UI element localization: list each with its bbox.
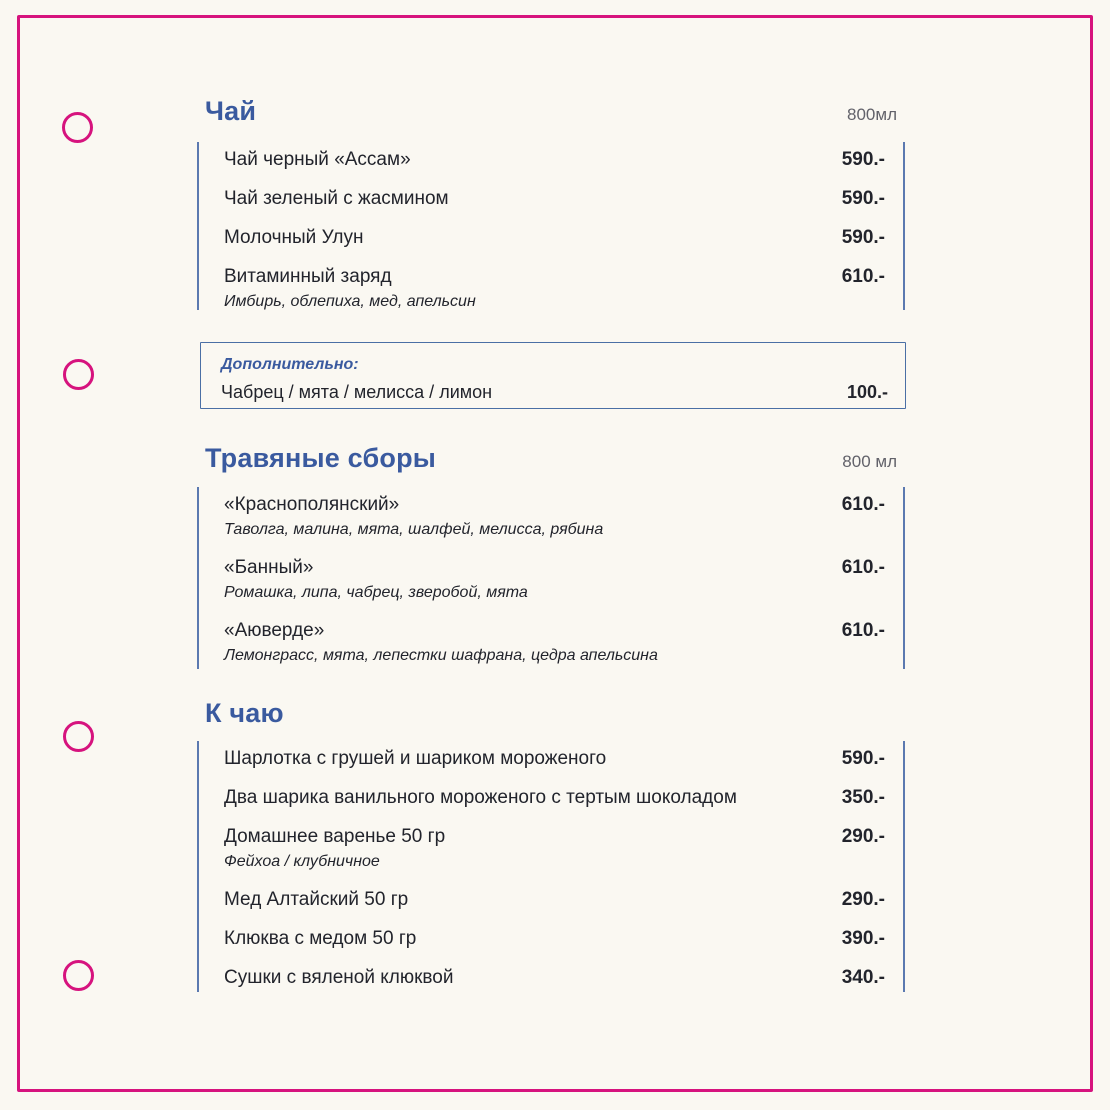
section-volume-label: 800 мл [842, 452, 897, 471]
item-price: 290.- [841, 889, 885, 910]
item-description: Фейхоа / клубничное [224, 853, 380, 870]
menu-item-row [224, 493, 885, 541]
item-description: Ромашка, липа, чабрец, зверобой, мята [224, 584, 528, 601]
item-price: 590.- [841, 227, 885, 248]
item-price: 590.- [841, 149, 885, 170]
section-list-herbal [197, 487, 905, 669]
menu-item-row [224, 888, 885, 912]
item-price: 390.- [841, 928, 885, 949]
section-title: Травяные сборы [205, 443, 437, 473]
extras-item-price: 100.- [846, 382, 888, 402]
item-price: 590.- [841, 748, 885, 769]
item-price: 610.- [841, 620, 885, 641]
item-price: 350.- [841, 787, 885, 808]
item-name: Шарлотка с грушей и шариком мороженого [224, 748, 607, 769]
item-description: Имбирь, облепиха, мед, апельсин [224, 293, 476, 310]
menu-content [197, 0, 905, 1110]
item-name: «Аюверде» [224, 620, 325, 641]
item-price: 610.- [841, 557, 885, 578]
item-name: «Краснополянский» [224, 494, 400, 515]
menu-item-row [224, 786, 885, 810]
item-price: 610.- [841, 494, 885, 515]
item-name: Чай зеленый с жасмином [224, 188, 449, 209]
punch-hole-circle [63, 960, 94, 991]
item-price: 340.- [841, 967, 885, 988]
extras-row [221, 382, 888, 403]
item-name: Мед Алтайский 50 гр [224, 889, 409, 910]
menu-item-row [224, 226, 885, 250]
item-price: 610.- [841, 266, 885, 287]
item-name: Клюква с медом 50 гр [224, 928, 417, 949]
item-price: 590.- [841, 188, 885, 209]
menu-item-row [224, 187, 885, 211]
item-name: Молочный Улун [224, 227, 364, 248]
menu-item-row [224, 927, 885, 951]
menu-item-row [224, 556, 885, 604]
extras-item-name: Чабрец / мята / мелисса / лимон [221, 382, 493, 402]
section-title: Чай [205, 96, 257, 126]
section-title: К чаю [205, 698, 284, 728]
item-name: Сушки с вяленой клюквой [224, 967, 454, 988]
item-name: Два шарика ванильного мороженого с тертым шоколадом [224, 787, 737, 808]
item-description: Лемонграсс, мята, лепестки шафрана, цедра апельсина [224, 647, 658, 664]
section-list-tea-snacks [197, 741, 905, 992]
item-name: Витаминный заряд [224, 266, 392, 287]
item-name: «Банный» [224, 557, 314, 578]
item-description: Таволга, малина, мята, шалфей, мелисса, рябина [224, 521, 604, 538]
section-header-herbal [197, 443, 905, 474]
item-price: 290.- [841, 826, 885, 847]
section-volume-label: 800мл [847, 105, 897, 124]
section-header-tea [197, 96, 905, 127]
extras-box [200, 342, 906, 409]
menu-item-row [224, 619, 885, 667]
menu-item-row [224, 825, 885, 873]
punch-hole-circle [62, 112, 93, 143]
section-list-tea [197, 142, 905, 310]
punch-hole-circle [63, 359, 94, 390]
menu-item-row [224, 747, 885, 771]
item-name: Домашнее варенье 50 гр [224, 826, 446, 847]
menu-item-row [224, 148, 885, 172]
menu-item-row [224, 966, 885, 990]
section-header-tea-snacks [197, 698, 905, 729]
menu-item-row [224, 265, 885, 313]
extras-label: Дополнительно: [221, 356, 359, 373]
punch-hole-circle [63, 721, 94, 752]
item-name: Чай черный «Ассам» [224, 149, 411, 170]
